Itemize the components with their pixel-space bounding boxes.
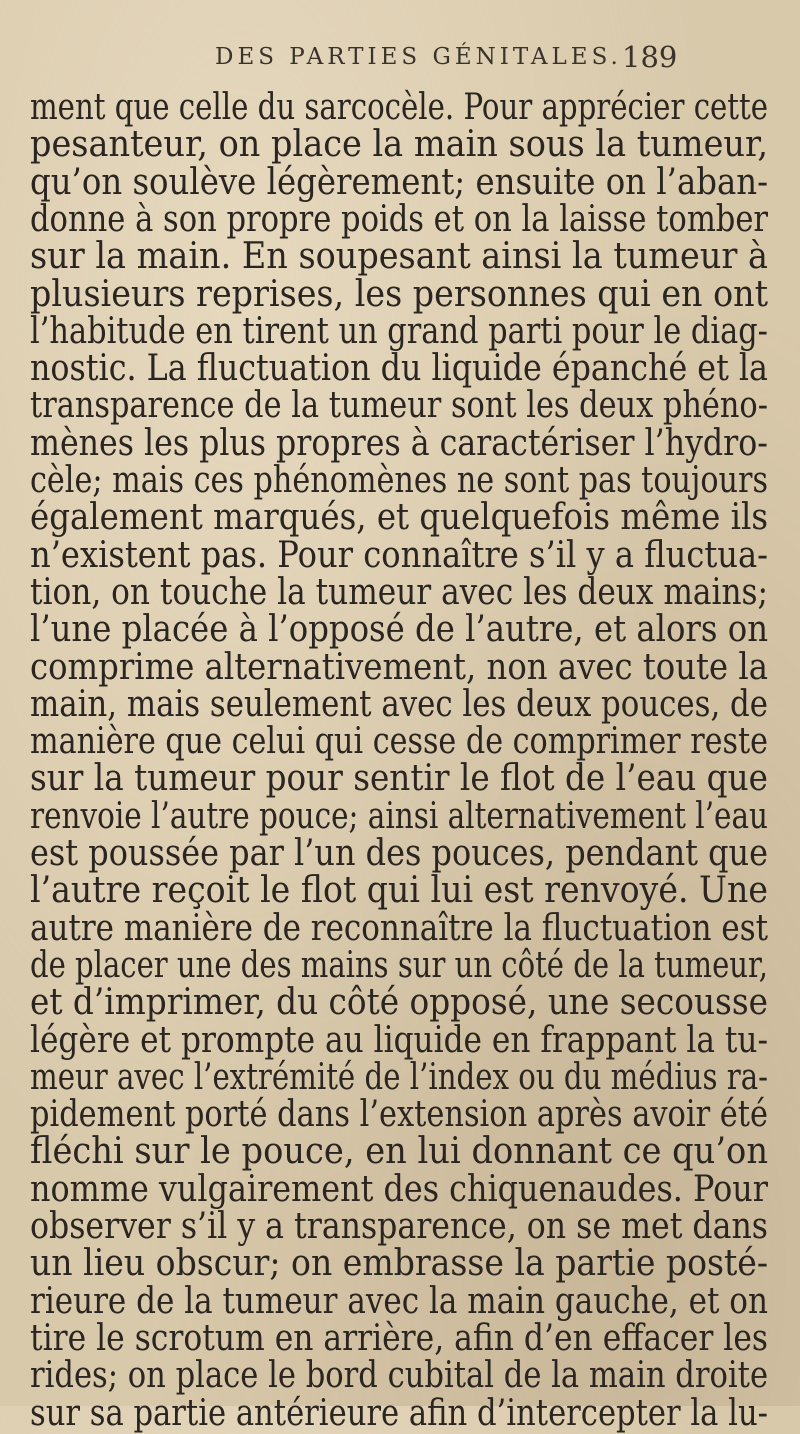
text-line: tire le scrotum en arrière, afin d’en effacer les <box>30 1317 768 1359</box>
text-line: main, mais seulement avec les deux pouces, de <box>30 683 769 725</box>
text-line: transparence de la tumeur sont les deux phéno- <box>30 385 768 427</box>
text-line: donne à son propre poids et on la laisse tomber <box>30 198 769 240</box>
text-line: et d’imprimer, du côté opposé, une secousse <box>30 982 769 1024</box>
text-line: également marqués, et quelquefois même ils <box>30 497 769 539</box>
text-line: légère et prompte au liquide en frappant la tu- <box>30 1019 769 1061</box>
text-line: observer s’il y a transparence, on se met dans <box>30 1206 768 1247</box>
text-line: n’existent pas. Pour connaître s’il y a fluctua- <box>30 534 769 576</box>
text-line: qu’on soulève légèrement; ensuite on l’aban- <box>30 161 769 203</box>
text-line: un lieu obscur; on embrasse la partie posté- <box>30 1243 769 1285</box>
running-head <box>0 40 800 80</box>
text-line: pesanteur, on place la main sous la tumeur, <box>30 124 769 166</box>
text-line: l’une placée à l’opposé de l’autre, et alors on <box>30 609 769 651</box>
text-line: pidement porté dans l’extension après avoir été <box>30 1094 768 1136</box>
text-line: autre manière de reconnaître la fluctuation est <box>30 907 769 949</box>
text-line: cèle; mais ces phénomènes ne sont pas toujours <box>30 460 768 501</box>
text-line: nomme vulgairement des chiquenaudes. Pour <box>30 1168 769 1210</box>
text-line: ment que celle du sarcocèle. Pour apprécier cette <box>30 87 769 128</box>
text-line: rieure de la tumeur avec la main gauche, et on <box>30 1280 768 1322</box>
text-line: sur la main. En soupesant ainsi la tumeur à <box>30 236 768 278</box>
text-line: l’habitude en tirent un grand parti pour le diag- <box>30 310 768 352</box>
text-line: nostic. La fluctuation du liquide épanché et la <box>30 348 768 390</box>
text-line: sur sa partie antérieure afin d’intercepter la lu- <box>30 1392 768 1434</box>
text-line: plusieurs reprises, les personnes qui en ont <box>30 273 769 315</box>
page-number: 189 <box>622 40 678 74</box>
text-line: de placer une des mains sur un côté de la tumeur, <box>30 944 768 986</box>
text-line: rides; on place le bord cubital de la main droite <box>30 1355 769 1397</box>
text-line: comprime alternativement, non avec toute la <box>30 646 769 688</box>
text-line: renvoie l’autre pouce; ainsi alternativement l’eau <box>30 795 769 837</box>
text-line: mènes les plus propres à caractériser l’hydro- <box>30 422 768 464</box>
text-line: manière que celui qui cesse de comprimer reste <box>30 721 768 763</box>
text-line: meur avec l’extrémité de l’index ou du médius ra- <box>30 1056 768 1098</box>
running-head-title: DES PARTIES GÉNITALES. <box>215 44 622 70</box>
text-line: tion, on touche la tumeur avec les deux mains; <box>30 571 769 613</box>
text-line: fléchi sur le pouce, en lui donnant ce qu’on <box>30 1131 769 1173</box>
text-line: est poussée par l’un des pouces, pendant que <box>30 833 768 874</box>
text-line: sur la tumeur pour sentir le flot de l’eau que <box>30 758 768 800</box>
text-line: l’autre reçoit le flot qui lui est renvoyé. Une <box>30 870 768 912</box>
